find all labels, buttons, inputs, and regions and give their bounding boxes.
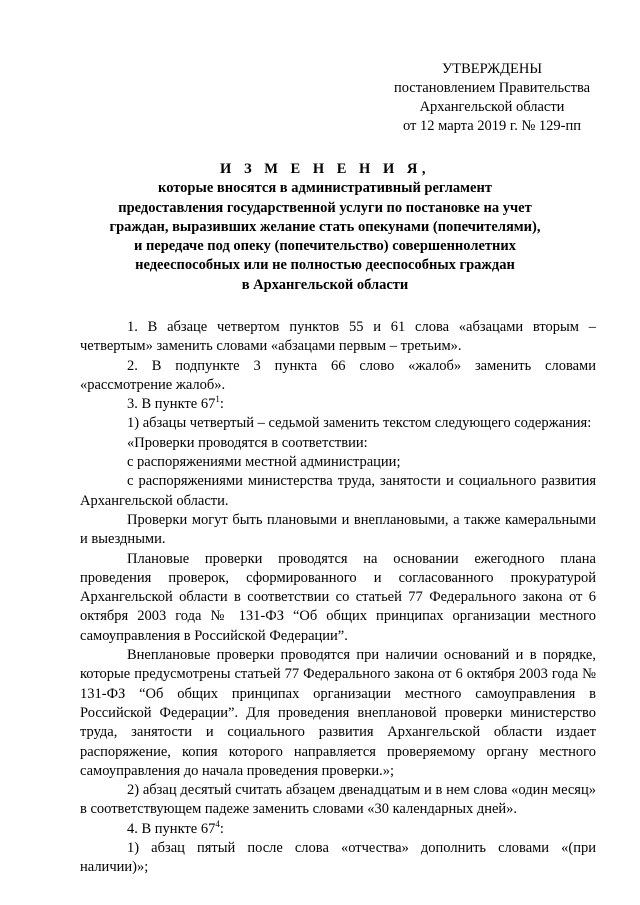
item-4-colon: :: [219, 820, 224, 837]
item-4-superscript: 4: [215, 818, 220, 829]
quote-paragraph: Плановые проверки проводятся на основании ежегодного плана проведения проверок, сформированного и согласованного прокуратурой Архангельской области в соответствии со статьей 77 Федерального закона от 6 октября 2003 года № 131-ФЗ “Об общих принципах организации местного самоуправления в Российской Федерации”.: [80, 550, 596, 644]
paragraph-item-2: 2. В подпункте 3 пункта 66 слово «жалоб» заменить словами «рассмотрение жалоб».: [80, 357, 596, 393]
approval-line: постановлением Правительства: [393, 80, 591, 96]
approval-heading: УТВЕРЖДЕНЫ: [441, 61, 543, 77]
document-body: [80, 318, 596, 878]
document-title: [95, 160, 555, 295]
approval-block: [372, 60, 612, 136]
subitem-4-1: 1) абзац пятый после слова «отчества» дополнить словами «(при наличии)»;: [80, 840, 596, 876]
item-3-colon: :: [219, 396, 224, 413]
title-line: граждан, выразивших желание стать опекунами (попечителями),: [109, 218, 541, 235]
paragraph-item-4: [80, 820, 596, 839]
title-line: предоставления государственной услуги по постановке на учет: [118, 199, 532, 216]
item-4-text: 4. В пункте 67: [127, 820, 216, 837]
title-line: в Архангельской области: [241, 276, 409, 293]
quote-paragraph: Внеплановые проверки проводятся при наличии оснований и в порядке, которые предусмотрены статьей 77 Федерального закона от 6 октября 2003 года № 131-ФЗ “Об общих принципах организации местного самоуправления в Российской Федерации”. Для проведения внеплановой проверки министерство труда, занятости и социального развития Архангельской области издает распоряжение, копия которого направляется проверяемому органу местного самоуправления до начала проведения проверки.»;: [80, 647, 596, 779]
paragraph-item-3: [80, 395, 596, 414]
title-line: которые вносятся в административный регламент: [158, 180, 492, 197]
item-3-text: 3. В пункте 67: [127, 396, 216, 413]
quote-paragraph: Проверки могут быть плановыми и внеплановыми, а также камеральными и выездными.: [80, 511, 596, 548]
approval-line: Архангельской области: [419, 99, 565, 115]
quote-paragraph: с распоряжениями местной администрации;: [127, 454, 401, 471]
paragraph-item-1: 1. В абзаце четвертом пунктов 55 и 61 слова «абзацами вторым – четвертым» заменить словами «абзацами первым – третьим».: [80, 319, 596, 355]
title-line: недееспособных или не полностью дееспособных граждан: [135, 257, 515, 274]
title-main: И З М Е Н Е Н И Я,: [220, 161, 430, 177]
quote-paragraph: с распоряжениями министерства труда, занятости и социального развития Архангельской области.: [80, 473, 596, 509]
quote-paragraph: «Проверки проводятся в соответствии:: [127, 434, 368, 451]
item-3-superscript: 1: [215, 394, 220, 405]
approval-line: от 12 марта 2019 г. № 129-пп: [402, 118, 582, 134]
subitem-3-1: 1) абзацы четвертый – седьмой заменить текстом следующего содержания:: [127, 415, 592, 432]
title-line: и передаче под опеку (попечительство) совершеннолетних: [133, 238, 517, 255]
subitem-3-2: 2) абзац десятый считать абзацем двенадцатым и в нем слова «один месяц» в соответствующем падеже заменить словами «30 календарных дней».: [80, 782, 596, 818]
